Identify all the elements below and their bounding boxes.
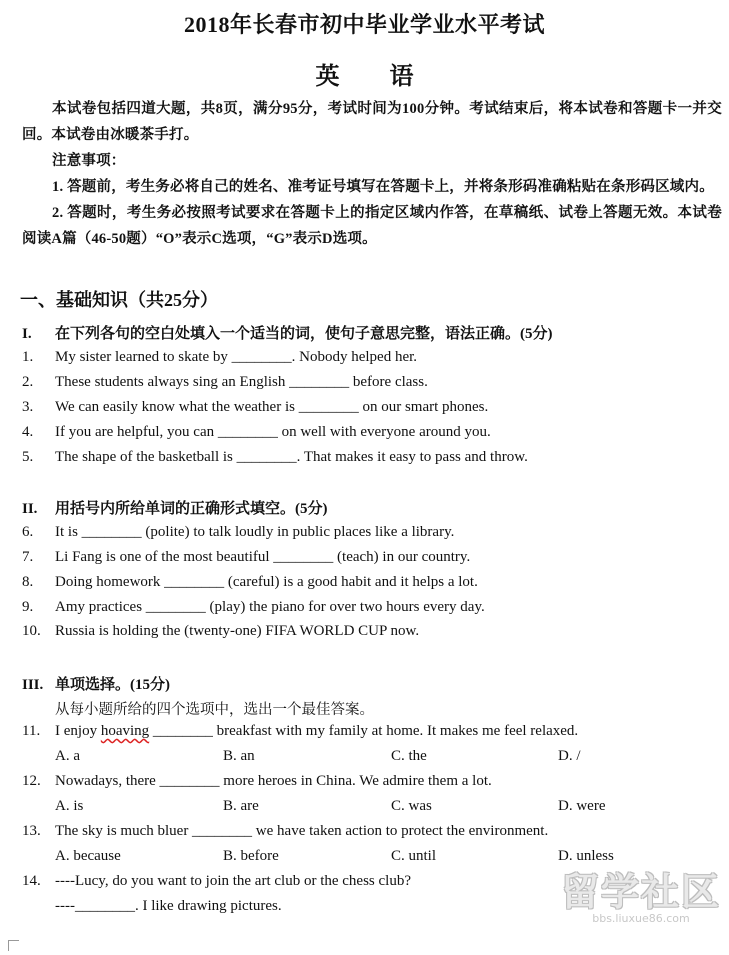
- exam-subject: 英 语: [315, 64, 436, 90]
- note-2: 2. 答题时，考生务必按照考试要求在答题卡上的指定区域内作答，在草稿纸、试卷上答题无效。本试卷阅读A篇（46-50题）“O”表示C选项，“G”表示D选项。: [22, 205, 722, 247]
- question-3: 3. We can easily know what the weather is ________ on our smart phones.: [22, 399, 489, 415]
- option-c: C. the: [391, 748, 427, 764]
- option-d: D. /: [558, 748, 581, 764]
- option-b: B. before: [223, 848, 279, 864]
- question-12-options: [55, 798, 655, 818]
- part-1-number: I.: [22, 326, 32, 342]
- part-1-title: 在下列各句的空白处填入一个适当的词，使句子意思完整，语法正确。(5分): [55, 326, 553, 342]
- question-1: 1. My sister learned to skate by ________. Nobody helped her.: [22, 349, 418, 365]
- page-corner-mark: [8, 940, 19, 951]
- question-12: 12. Nowadays, there ________ more heroes in China. We admire them a lot.: [22, 773, 492, 789]
- part-3-instruction: 从每小题所给的四个选项中，选出一个最佳答案。: [55, 702, 374, 718]
- part-2-heading: [22, 497, 328, 518]
- exam-title: 2018年长春市初中毕业学业水平考试: [183, 12, 545, 37]
- part-3-title: 单项选择。(15分): [55, 677, 170, 693]
- question-10: 10. Russia is holding the (twenty-one) FIFA WORLD CUP now.: [22, 623, 420, 639]
- part-3-heading: [22, 673, 170, 694]
- part-1-heading: [22, 322, 553, 343]
- watermark-url: bbs.liuxue86.com: [592, 912, 690, 925]
- misspelled-word: hoaving: [100, 723, 150, 739]
- question-7: 7. Li Fang is one of the most beautiful ________ (teach) in our country.: [22, 549, 471, 565]
- part-2-number: II.: [22, 501, 38, 517]
- question-13: 13. The sky is much bluer ________ we have taken action to protect the environment.: [22, 823, 549, 839]
- question-14: 14. ----Lucy, do you want to join the art club or the chess club?: [22, 873, 412, 889]
- notes-title: 注意事项：: [52, 153, 126, 169]
- question-8: 8. Doing homework ________ (careful) is a good habit and it helps a lot.: [22, 574, 478, 590]
- question-9: 9. Amy practices ________ (play) the piano for over two hours every day.: [22, 599, 485, 615]
- option-c: C. was: [391, 798, 432, 814]
- question-6: 6. It is ________ (polite) to talk loudly in public places like a library.: [22, 524, 455, 540]
- section-1-heading: 一、基础知识（共25分）: [20, 290, 218, 310]
- watermark-logo: 留学社区: [560, 870, 721, 914]
- question-14-reply: ----________. I like drawing pictures.: [55, 898, 282, 914]
- option-d: D. unless: [558, 848, 614, 864]
- intro-paragraph: 本试卷包括四道大题，共8页，满分95分，考试时间为100分钟。考试结束后，将本试卷和答题卡一并交回。本试卷由冰暖茶手打。: [22, 101, 722, 143]
- exam-intro: [22, 96, 722, 252]
- option-a: A. a: [55, 748, 80, 764]
- note-1: 1. 答题前，考生务必将自己的姓名、准考证号填写在答题卡上，并将条形码准确粘贴在条形码区域内。: [52, 179, 714, 195]
- question-11: 11. I enjoy hoaving ________ breakfast with my family at home. It makes me feel relaxed.: [22, 723, 579, 739]
- option-b: B. an: [223, 748, 255, 764]
- part-2-title: 用括号内所给单词的正确形式填空。(5分): [55, 501, 328, 517]
- part-3-number: III.: [22, 677, 44, 693]
- site-watermark: [561, 861, 721, 925]
- option-b: B. are: [223, 798, 259, 814]
- question-11-options: [55, 748, 655, 768]
- option-d: D. were: [558, 798, 606, 814]
- question-2: 2. These students always sing an English ________ before class.: [22, 374, 428, 390]
- option-c: C. until: [391, 848, 437, 864]
- question-4: 4. If you are helpful, you can ________ on well with everyone around you.: [22, 424, 491, 440]
- option-a: A. because: [55, 848, 121, 864]
- question-5: 5. The shape of the basketball is ________. That makes it easy to pass and throw.: [22, 449, 528, 465]
- option-a: A. is: [55, 798, 84, 814]
